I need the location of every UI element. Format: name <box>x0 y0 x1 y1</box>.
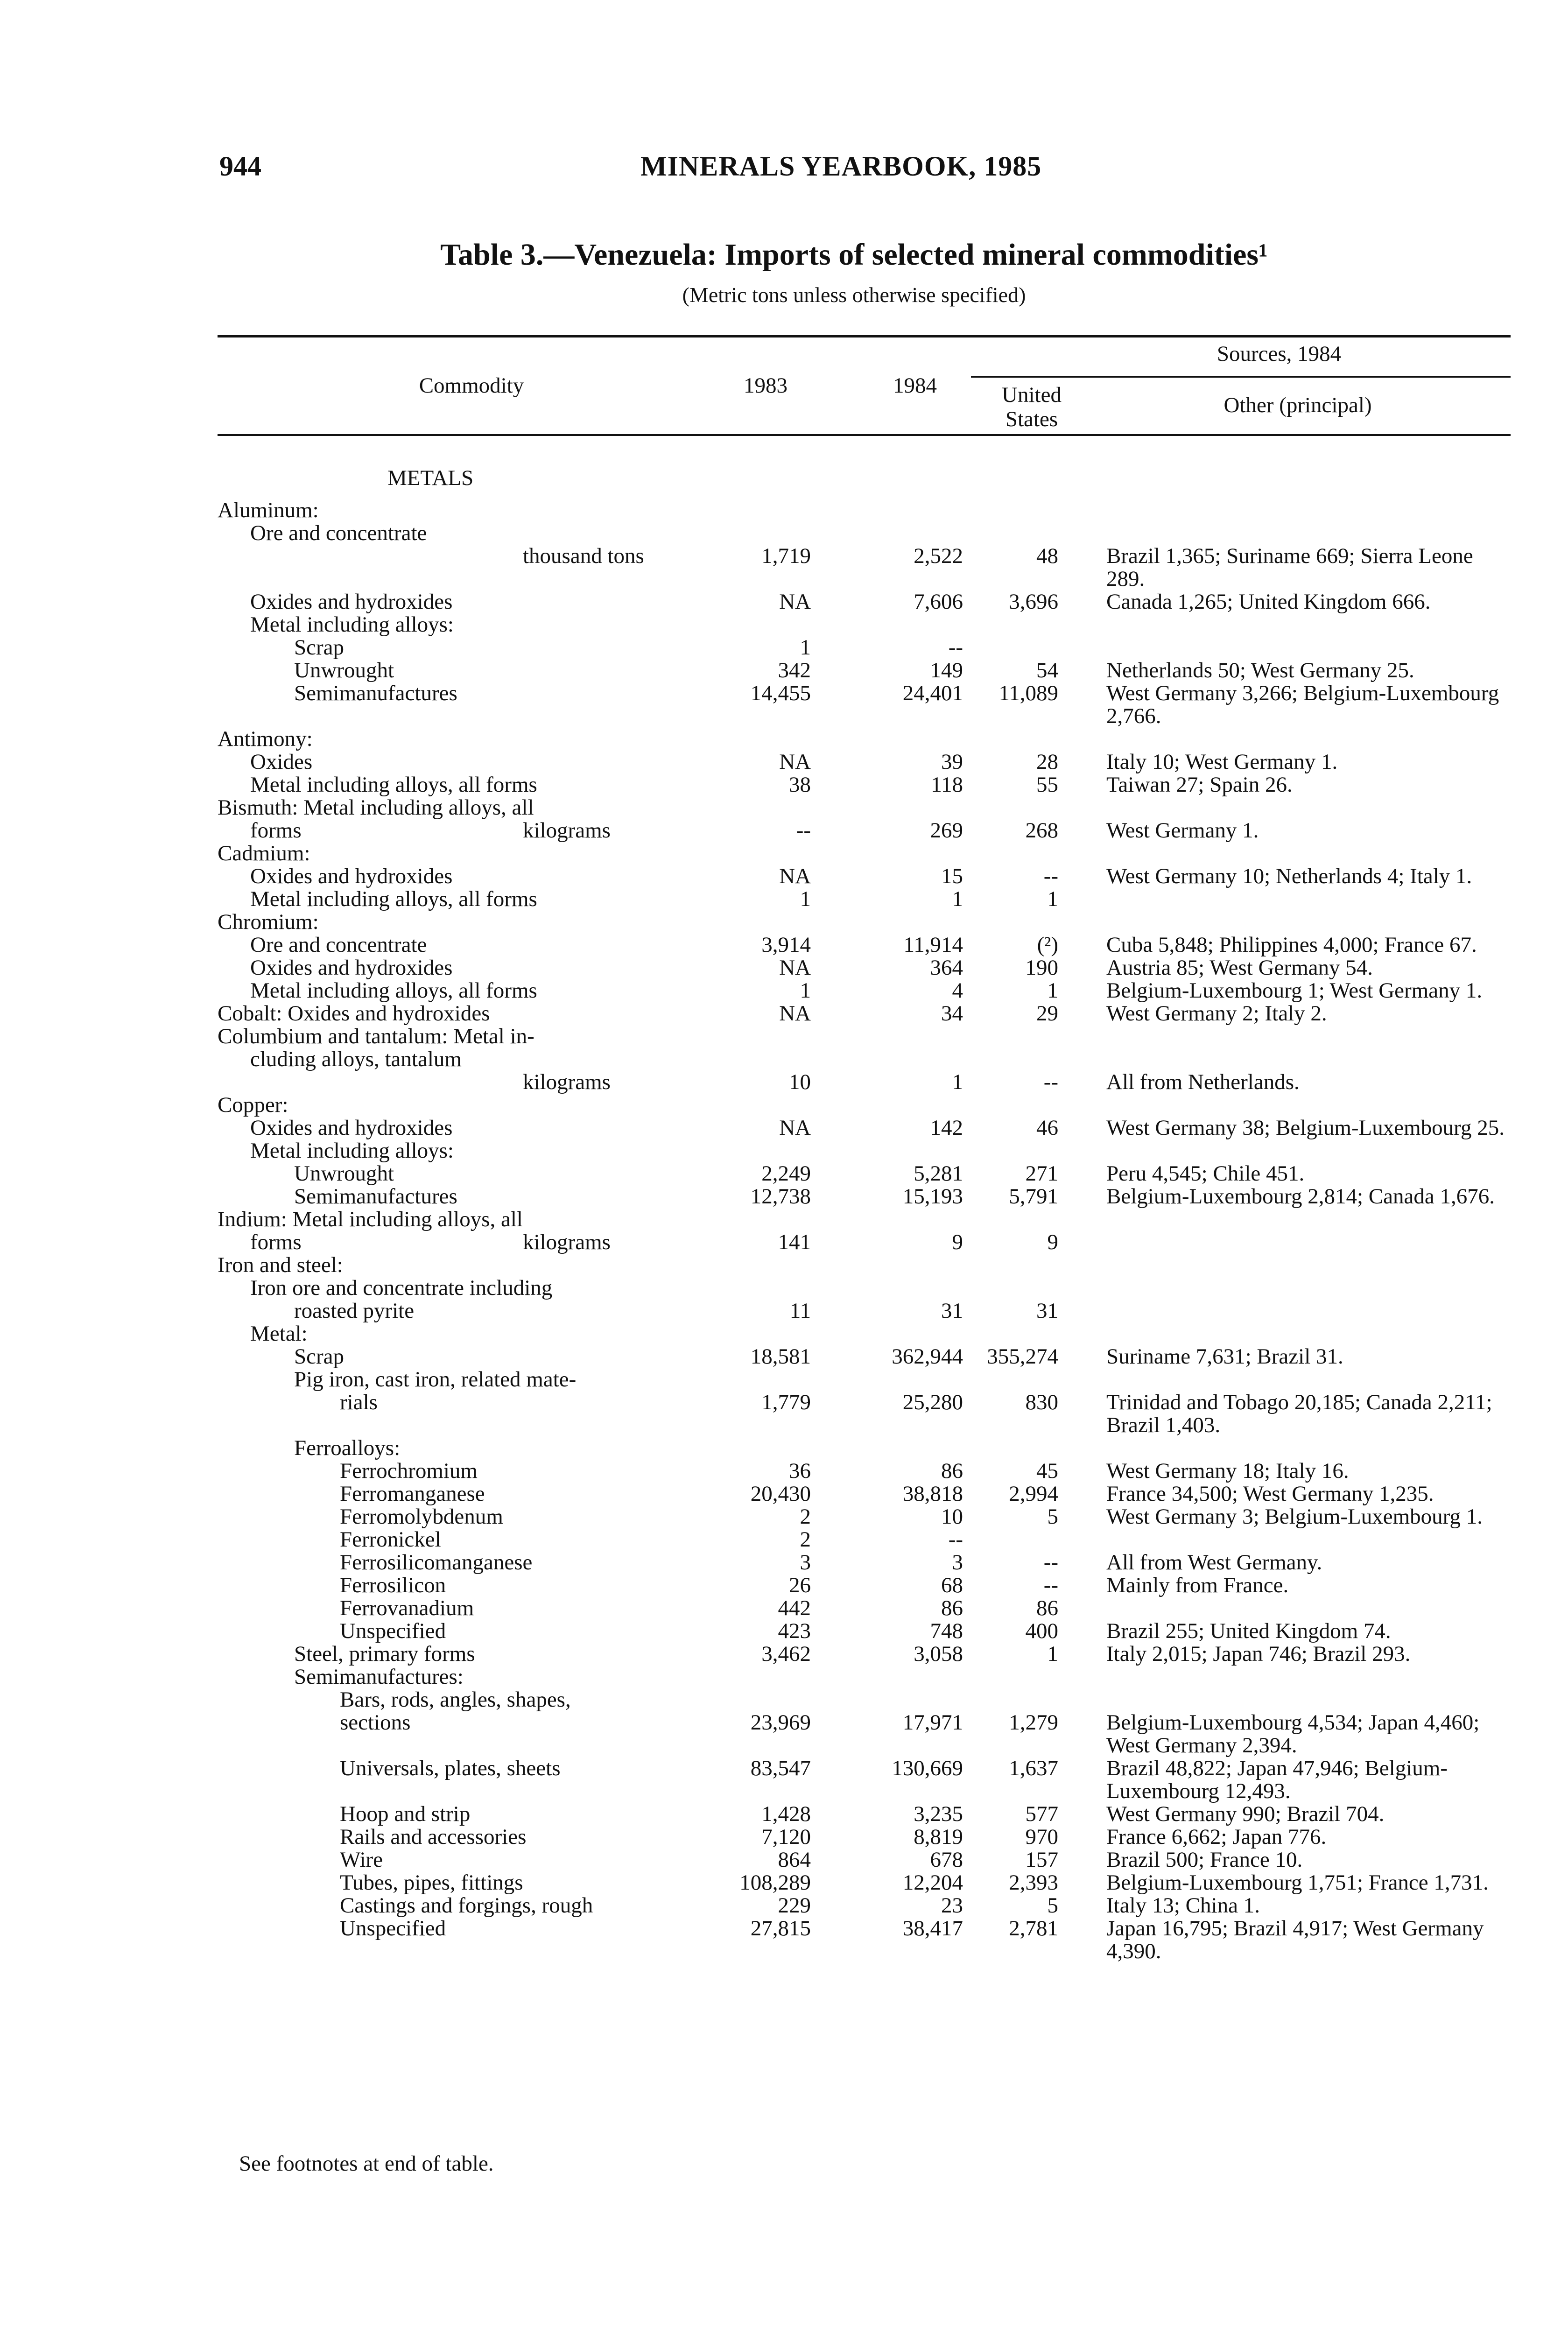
row-label: Steel, primary forms <box>294 1642 475 1666</box>
value-united-states: 55 <box>1036 773 1058 797</box>
value-1983: 38 <box>789 773 811 797</box>
value-1983: 3,462 <box>761 1642 811 1666</box>
value-united-states: -- <box>1043 1070 1058 1094</box>
value-other-principal: Belgium-Luxembourg 1,751; France 1,731. <box>1106 1870 1489 1895</box>
value-1984: 68 <box>941 1573 963 1597</box>
row-label: Scrap <box>294 635 345 660</box>
value-1984: 362,944 <box>892 1344 963 1369</box>
value-1983: 7,120 <box>761 1825 811 1849</box>
value-united-states: 5 <box>1047 1893 1058 1918</box>
value-united-states: 5,791 <box>1009 1184 1058 1209</box>
value-1984: 269 <box>930 818 963 843</box>
value-united-states: 1 <box>1047 978 1058 1003</box>
value-united-states: 2,781 <box>1009 1916 1058 1940</box>
value-1983: 27,815 <box>750 1916 811 1940</box>
value-united-states: 2,393 <box>1009 1870 1058 1895</box>
value-1984: 5,281 <box>914 1161 963 1186</box>
value-1984: 118 <box>931 773 963 797</box>
value-other-principal: Brazil 500; France 10. <box>1106 1848 1303 1872</box>
value-united-states: 45 <box>1036 1459 1058 1483</box>
value-1984: 17,971 <box>902 1710 963 1735</box>
row-label: Aluminum: <box>218 498 319 522</box>
table-subtitle: (Metric tons unless otherwise specified) <box>682 283 1026 307</box>
value-1984: 31 <box>941 1299 963 1323</box>
row-unit: kilograms <box>523 818 611 843</box>
value-1983: NA <box>779 864 811 888</box>
value-united-states: 11,089 <box>998 681 1058 705</box>
row-label: rials <box>340 1390 378 1414</box>
value-1984: 9 <box>952 1230 963 1254</box>
value-1984: 39 <box>941 750 963 774</box>
row-label: Semimanufactures <box>294 1184 457 1209</box>
value-other-principal: West Germany 18; Italy 16. <box>1106 1459 1349 1483</box>
row-label: Metal including alloys, all forms <box>250 887 537 911</box>
value-1984: 2,522 <box>914 544 963 568</box>
value-1984: 1 <box>952 887 963 911</box>
value-1983: 864 <box>778 1848 811 1872</box>
value-1984: 364 <box>930 956 963 980</box>
value-1983: 1,428 <box>761 1802 811 1826</box>
value-other-principal: Suriname 7,631; Brazil 31. <box>1106 1344 1343 1369</box>
value-other-principal: France 6,662; Japan 776. <box>1106 1825 1327 1849</box>
value-other-principal: Brazil 48,822; Japan 47,946; Belgium-Luxembourg 12,493. <box>1106 1756 1448 1803</box>
value-united-states: 9 <box>1047 1230 1058 1254</box>
value-other-principal: All from West Germany. <box>1106 1550 1322 1575</box>
value-other-principal: Belgium-Luxembourg 2,814; Canada 1,676. <box>1106 1184 1495 1209</box>
value-1984: 3,235 <box>914 1802 963 1826</box>
value-united-states: 46 <box>1036 1116 1058 1140</box>
value-1983: 12,738 <box>750 1184 811 1209</box>
value-other-principal: France 34,500; West Germany 1,235. <box>1106 1482 1434 1506</box>
row-label: Oxides and hydroxides <box>250 864 453 888</box>
value-other-principal: West Germany 990; Brazil 704. <box>1106 1802 1385 1826</box>
value-united-states: 48 <box>1036 544 1058 568</box>
row-label: Metal: <box>250 1322 308 1346</box>
value-1983: 2,249 <box>761 1161 811 1186</box>
sources-rule <box>971 376 1511 378</box>
row-label: METALS <box>387 466 474 490</box>
value-1983: 141 <box>778 1230 811 1254</box>
value-1984: 678 <box>930 1848 963 1872</box>
value-1983: 23,969 <box>750 1710 811 1735</box>
row-label: Ferrosilicon <box>340 1573 446 1597</box>
value-united-states: 970 <box>1025 1825 1058 1849</box>
value-other-principal: Mainly from France. <box>1106 1573 1289 1597</box>
value-1984: 10 <box>941 1504 963 1529</box>
row-label: Copper: <box>218 1093 288 1117</box>
row-label: Metal including alloys, all forms <box>250 978 537 1003</box>
row-label: Iron and steel: <box>218 1253 343 1277</box>
row-label: Indium: Metal including alloys, all <box>218 1207 523 1231</box>
value-united-states: 577 <box>1025 1802 1058 1826</box>
value-1983: 342 <box>778 658 811 682</box>
value-1983: 20,430 <box>750 1482 811 1506</box>
value-1983: 1,719 <box>761 544 811 568</box>
value-united-states: 355,274 <box>987 1344 1058 1369</box>
value-1983: 83,547 <box>750 1756 811 1780</box>
row-label: Semimanufactures: <box>294 1665 464 1689</box>
row-label: Ferronickel <box>340 1527 441 1552</box>
value-united-states: 86 <box>1036 1596 1058 1620</box>
row-label: Wire <box>340 1848 383 1872</box>
value-1984: 25,280 <box>902 1390 963 1414</box>
value-other-principal: Italy 2,015; Japan 746; Brazil 293. <box>1106 1642 1411 1666</box>
row-label: thousand tons <box>523 544 644 568</box>
value-1983: 3 <box>800 1550 811 1575</box>
row-label: sections <box>340 1710 411 1735</box>
value-1983: NA <box>779 590 811 614</box>
value-1983: 1 <box>800 635 811 660</box>
value-other-principal: Canada 1,265; United Kingdom 666. <box>1106 590 1431 614</box>
value-united-states: 400 <box>1025 1619 1058 1643</box>
value-1983: 18,581 <box>750 1344 811 1369</box>
row-label: Bismuth: Metal including alloys, all <box>218 795 534 820</box>
value-1983: NA <box>779 956 811 980</box>
value-other-principal: Netherlands 50; West Germany 25. <box>1106 658 1414 682</box>
value-1984: 86 <box>941 1596 963 1620</box>
value-1983: 14,455 <box>750 681 811 705</box>
row-label: Bars, rods, angles, shapes, <box>340 1687 571 1712</box>
value-1984: 34 <box>941 1001 963 1026</box>
value-other-principal: West Germany 38; Belgium-Luxembourg 25. <box>1106 1116 1505 1140</box>
header-bottom-rule <box>218 434 1511 436</box>
row-label: Ferrovanadium <box>340 1596 474 1620</box>
value-1984: 149 <box>930 658 963 682</box>
value-1984: 1 <box>952 1070 963 1094</box>
row-label: Unwrought <box>294 1161 394 1186</box>
value-1984: 142 <box>930 1116 963 1140</box>
value-united-states: 271 <box>1025 1161 1058 1186</box>
value-1983: 10 <box>789 1070 811 1094</box>
value-united-states: 268 <box>1025 818 1058 843</box>
row-label: kilograms <box>523 1070 611 1094</box>
value-1984: 748 <box>930 1619 963 1643</box>
value-other-principal: Japan 16,795; Brazil 4,917; West Germany 4,390. <box>1106 1916 1484 1963</box>
row-label: Unspecified <box>340 1619 446 1643</box>
row-label: Universals, plates, sheets <box>340 1756 561 1780</box>
table-title: Table 3.—Venezuela: Imports of selected mineral commodities¹ <box>440 238 1268 272</box>
row-label: Rails and accessories <box>340 1825 527 1849</box>
row-label: Oxides and hydroxides <box>250 590 453 614</box>
row-label: Hoop and strip <box>340 1802 471 1826</box>
value-1983: NA <box>779 750 811 774</box>
row-label: Scrap <box>294 1344 345 1369</box>
value-other-principal: West Germany 3,266; Belgium-Luxembourg 2,766. <box>1106 681 1499 728</box>
value-1984: 12,204 <box>902 1870 963 1895</box>
value-1983: 11 <box>789 1299 811 1323</box>
row-label: Ferromolybdenum <box>340 1504 503 1529</box>
value-united-states: 1,279 <box>1009 1710 1058 1735</box>
value-united-states: 190 <box>1025 956 1058 980</box>
value-1984: 24,401 <box>902 681 963 705</box>
value-other-principal: West Germany 10; Netherlands 4; Italy 1. <box>1106 864 1472 888</box>
row-label: Ferrosilicomanganese <box>340 1550 533 1575</box>
value-1983: NA <box>779 1001 811 1026</box>
row-unit: kilograms <box>523 1230 611 1254</box>
row-label: Unspecified <box>340 1916 446 1940</box>
value-united-states: 2,994 <box>1009 1482 1058 1506</box>
row-label: forms <box>250 1230 302 1254</box>
row-label: Columbium and tantalum: Metal in- <box>218 1024 534 1048</box>
value-1984: 130,669 <box>892 1756 963 1780</box>
value-united-states: -- <box>1043 1550 1058 1575</box>
value-1983: 1,779 <box>761 1390 811 1414</box>
header-1983: 1983 <box>744 373 788 398</box>
row-label: Antimony: <box>218 727 313 751</box>
row-label: Oxides <box>250 750 313 774</box>
value-1984: 38,818 <box>902 1482 963 1506</box>
value-1984: 11,914 <box>903 933 963 957</box>
value-1983: 1 <box>800 887 811 911</box>
value-1984: 38,417 <box>902 1916 963 1940</box>
value-other-principal: Austria 85; West Germany 54. <box>1106 956 1373 980</box>
row-label: cluding alloys, tantalum <box>250 1047 462 1071</box>
value-other-principal: West Germany 3; Belgium-Luxembourg 1. <box>1106 1504 1483 1529</box>
value-united-states: 157 <box>1025 1848 1058 1872</box>
row-label: Ferromanganese <box>340 1482 485 1506</box>
value-united-states: 31 <box>1036 1299 1058 1323</box>
row-label: Cadmium: <box>218 841 310 865</box>
value-1984: 23 <box>941 1893 963 1918</box>
row-label: Oxides and hydroxides <box>250 1116 453 1140</box>
value-united-states: 1 <box>1047 887 1058 911</box>
value-1983: 1 <box>800 978 811 1003</box>
value-1984: -- <box>948 635 963 660</box>
value-1983: NA <box>779 1116 811 1140</box>
header-commodity: Commodity <box>419 373 524 398</box>
header-sources: Sources, 1984 <box>1216 342 1342 366</box>
value-united-states: -- <box>1043 864 1058 888</box>
value-1984: 3,058 <box>914 1642 963 1666</box>
value-other-principal: Belgium-Luxembourg 1; West Germany 1. <box>1106 978 1483 1003</box>
row-label: Ferrochromium <box>340 1459 478 1483</box>
row-label: Castings and forgings, rough <box>340 1893 593 1918</box>
row-label: Oxides and hydroxides <box>250 956 453 980</box>
value-other-principal: Belgium-Luxembourg 4,534; Japan 4,460; West Germany 2,394. <box>1106 1710 1480 1758</box>
value-other-principal: Brazil 1,365; Suriname 669; Sierra Leone 289. <box>1106 544 1473 591</box>
page-number: 944 <box>219 151 261 182</box>
row-label: Semimanufactures <box>294 681 457 705</box>
value-united-states: 54 <box>1036 658 1058 682</box>
value-1983: 423 <box>778 1619 811 1643</box>
value-united-states: (²) <box>1037 933 1058 957</box>
value-1983: 2 <box>800 1504 811 1529</box>
value-united-states: 1 <box>1047 1642 1058 1666</box>
row-label: Ore and concentrate <box>250 521 427 545</box>
value-other-principal: Brazil 255; United Kingdom 74. <box>1106 1619 1391 1643</box>
row-label: Cobalt: Oxides and hydroxides <box>218 1001 490 1026</box>
value-1983: 108,289 <box>739 1870 811 1895</box>
value-1984: 7,606 <box>914 590 963 614</box>
value-1983: 26 <box>789 1573 811 1597</box>
value-1984: 15,193 <box>902 1184 963 1209</box>
row-label: Chromium: <box>218 910 319 934</box>
value-1984: -- <box>948 1527 963 1552</box>
value-1983: 2 <box>800 1527 811 1552</box>
row-label: Metal including alloys: <box>250 1139 454 1163</box>
value-other-principal: Cuba 5,848; Philippines 4,000; France 67. <box>1106 933 1477 957</box>
value-1984: 3 <box>952 1550 963 1575</box>
running-title: MINERALS YEARBOOK, 1985 <box>640 151 1042 182</box>
row-label: Unwrought <box>294 658 394 682</box>
value-other-principal: Italy 13; China 1. <box>1106 1893 1260 1918</box>
footer-note: See footnotes at end of table. <box>239 2151 494 2176</box>
value-1983: -- <box>796 818 811 843</box>
row-label: Pig iron, cast iron, related mate- <box>294 1367 577 1392</box>
value-other-principal: Taiwan 27; Spain 26. <box>1106 773 1293 797</box>
value-other-principal: Peru 4,545; Chile 451. <box>1106 1161 1305 1186</box>
value-1983: 442 <box>778 1596 811 1620</box>
value-united-states: 5 <box>1047 1504 1058 1529</box>
value-other-principal: All from Netherlands. <box>1106 1070 1300 1094</box>
header-other-principal: Other (principal) <box>1223 393 1372 417</box>
header-1984: 1984 <box>893 373 937 398</box>
value-1983: 36 <box>789 1459 811 1483</box>
table-top-rule <box>218 335 1511 337</box>
row-label: Metal including alloys: <box>250 612 454 637</box>
value-1983: 3,914 <box>761 933 811 957</box>
value-united-states: 3,696 <box>1009 590 1058 614</box>
row-label: Metal including alloys, all forms <box>250 773 537 797</box>
header-united-states: United States <box>1002 383 1062 431</box>
row-label: Tubes, pipes, fittings <box>340 1870 523 1895</box>
value-other-principal: Italy 10; West Germany 1. <box>1106 750 1338 774</box>
row-label: Ferroalloys: <box>294 1436 401 1460</box>
value-1984: 4 <box>952 978 963 1003</box>
value-united-states: 28 <box>1036 750 1058 774</box>
value-other-principal: West Germany 1. <box>1106 818 1259 843</box>
row-label: forms <box>250 818 302 843</box>
value-united-states: 1,637 <box>1009 1756 1058 1780</box>
value-1984: 15 <box>941 864 963 888</box>
value-1983: 229 <box>778 1893 811 1918</box>
row-label: Iron ore and concentrate including <box>250 1276 553 1300</box>
value-1984: 8,819 <box>914 1825 963 1849</box>
row-label: Ore and concentrate <box>250 933 427 957</box>
value-1984: 86 <box>941 1459 963 1483</box>
value-united-states: -- <box>1043 1573 1058 1597</box>
row-label: roasted pyrite <box>294 1299 415 1323</box>
value-other-principal: Trinidad and Tobago 20,185; Canada 2,211; Brazil 1,403. <box>1106 1390 1492 1437</box>
value-other-principal: West Germany 2; Italy 2. <box>1106 1001 1327 1026</box>
value-united-states: 830 <box>1025 1390 1058 1414</box>
value-united-states: 29 <box>1036 1001 1058 1026</box>
